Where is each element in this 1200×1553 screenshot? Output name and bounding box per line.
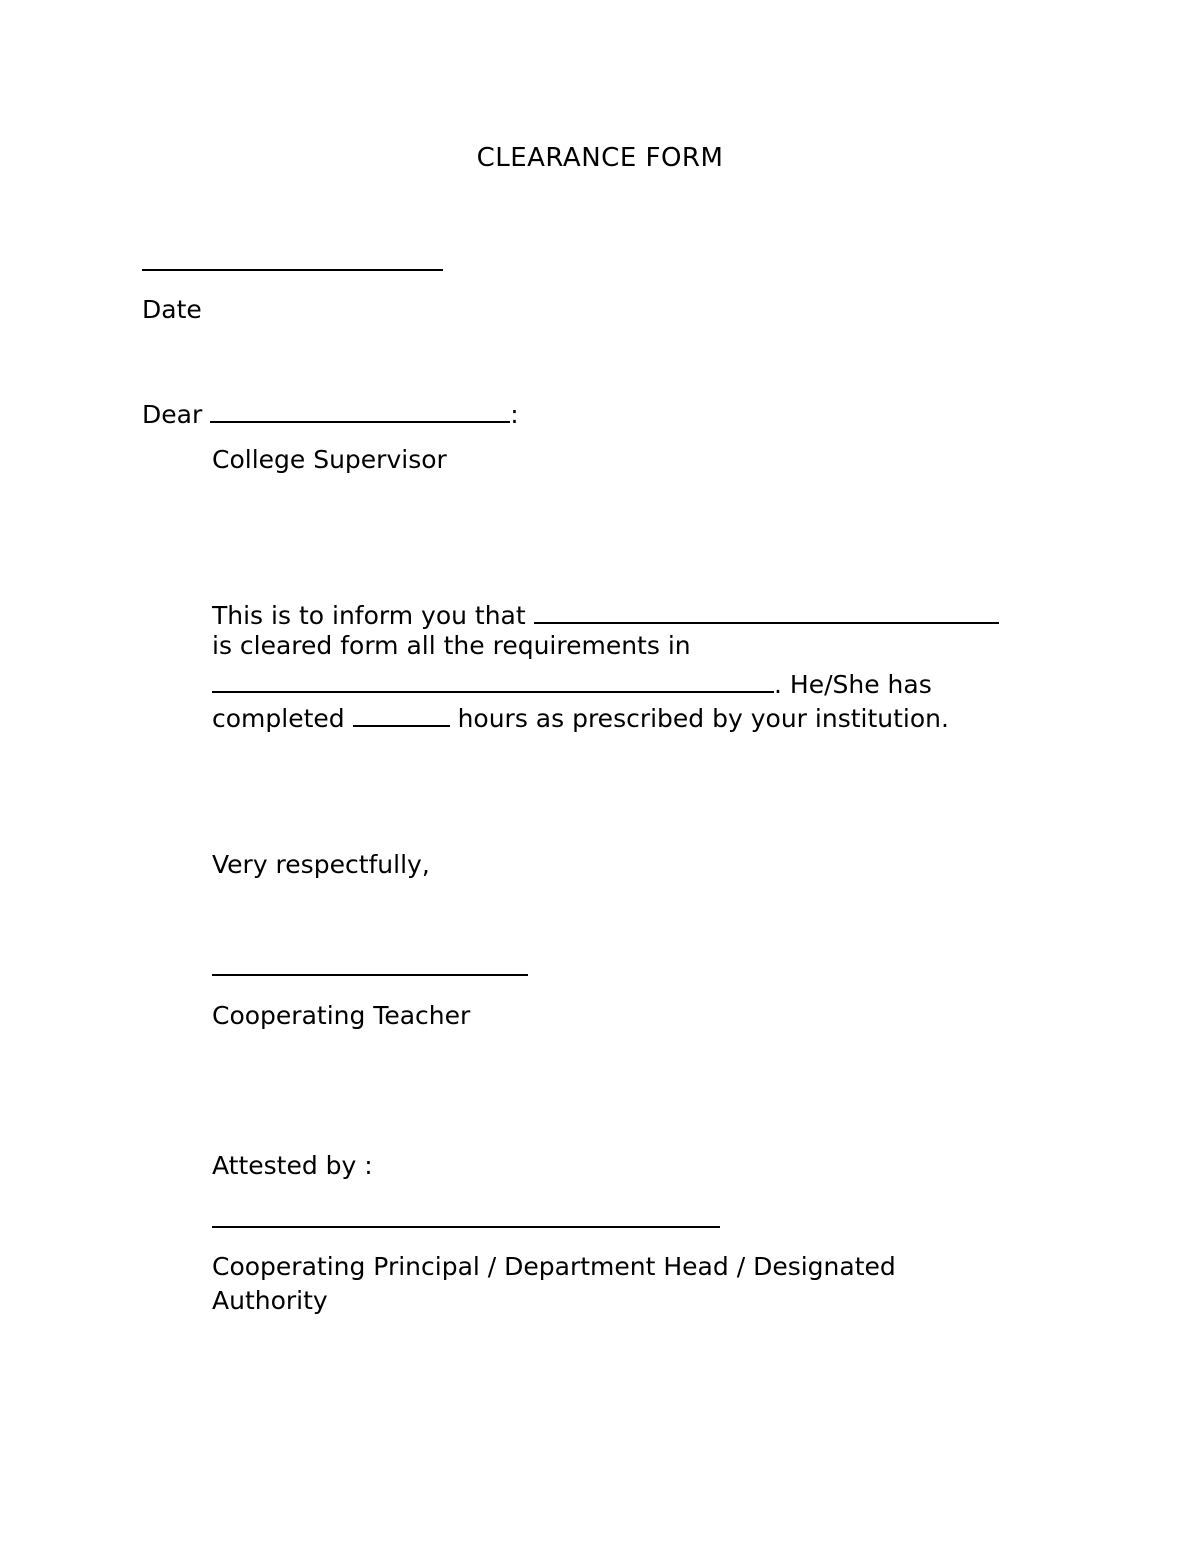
hours-blank[interactable] (353, 701, 450, 727)
student-name-blank[interactable] (534, 598, 999, 624)
addressee-role: College Supervisor (212, 445, 447, 474)
date-label: Date (142, 295, 202, 324)
authority-title-line-1: Cooperating Principal / Department Head / Designated (212, 1252, 896, 1281)
program-blank[interactable] (212, 667, 774, 693)
date-blank-line[interactable] (142, 269, 443, 271)
teacher-signature-line[interactable] (212, 974, 528, 976)
salutation-colon: : (510, 400, 519, 429)
authority-title-line-2: Authority (212, 1286, 328, 1315)
signer-role: Cooperating Teacher (212, 1001, 471, 1030)
closing: Very respectfully, (212, 850, 430, 879)
body-line-1-text: This is to inform you that (212, 601, 526, 630)
authority-signature-line[interactable] (212, 1226, 720, 1228)
addressee-blank[interactable] (210, 397, 510, 423)
body-line-4-suffix: hours as prescribed by your institution. (457, 704, 949, 733)
salutation-line (142, 397, 519, 427)
body-line-1 (212, 598, 999, 628)
dear-word: Dear (142, 400, 203, 429)
body-line-4 (212, 701, 949, 731)
body-line-2: is cleared form all the requirements in (212, 631, 691, 660)
attested-by-label: Attested by : (212, 1151, 373, 1180)
body-line-3-text: . He/She has (774, 670, 932, 699)
body-line-3 (212, 667, 932, 697)
page-title: CLEARANCE FORM (476, 143, 724, 173)
body-line-4-prefix: completed (212, 704, 345, 733)
